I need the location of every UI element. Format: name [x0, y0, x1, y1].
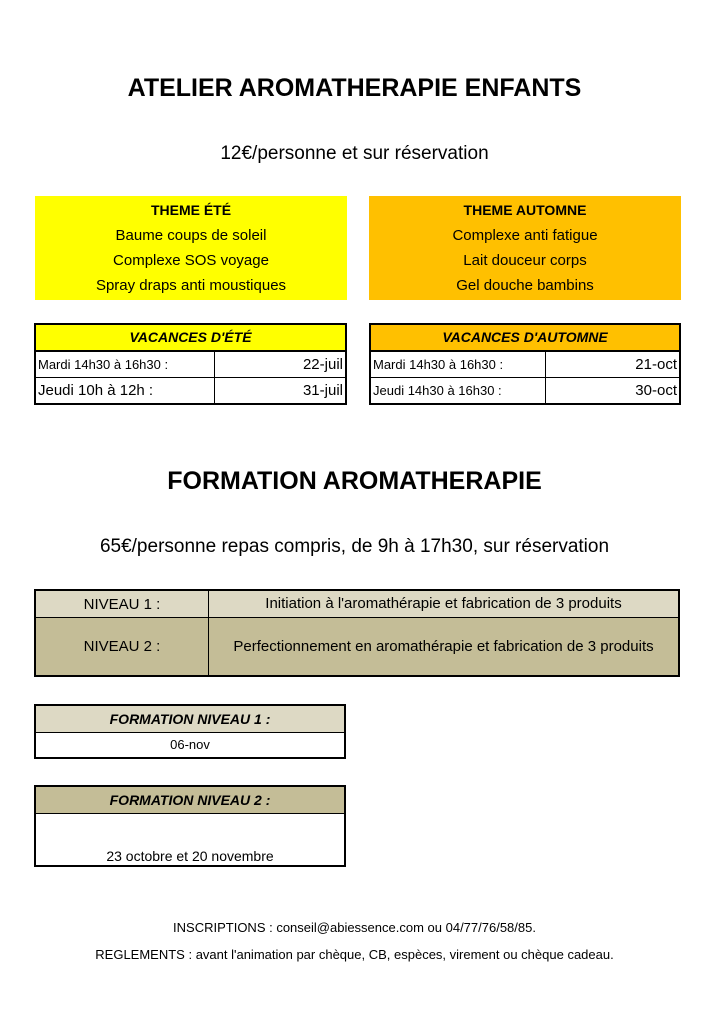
schedule-label: Jeudi 10h à 12h :	[36, 378, 215, 403]
theme-ete-heading: THEME ÉTÉ	[150, 202, 232, 218]
schedule-label: Mardi 14h30 à 16h30 :	[36, 352, 215, 377]
formation-niveau2-heading: FORMATION NIVEAU 2 :	[36, 787, 344, 814]
formation-niveau2-box	[34, 785, 346, 867]
vacances-automne-table	[369, 323, 681, 405]
table-row	[371, 352, 679, 378]
table-row	[371, 378, 679, 403]
footer-reglements: REGLEMENTS : avant l'animation par chèque, CB, espèces, virement ou chèque cadeau.	[95, 947, 614, 962]
formation-niveau1-heading: FORMATION NIVEAU 1 :	[36, 706, 344, 733]
theme-ete-item: Complexe SOS voyage	[113, 252, 269, 269]
table-row	[36, 591, 678, 618]
schedule-date: 22-juil	[302, 356, 343, 373]
schedule-label: Jeudi 14h30 à 16h30 :	[371, 378, 546, 403]
atelier-price: 12€/personne et sur réservation	[220, 143, 489, 164]
table-row	[36, 352, 345, 378]
schedule-label: Mardi 14h30 à 16h30 :	[371, 352, 546, 377]
formation-price: 65€/personne repas compris, de 9h à 17h30, sur réservation	[99, 536, 610, 557]
footer-inscriptions: INSCRIPTIONS : conseil@abiessence.com ou 04/77/76/58/85.	[173, 920, 536, 935]
theme-automne-item: Gel douche bambins	[456, 277, 594, 294]
table-row	[36, 618, 678, 675]
theme-automne-box	[369, 196, 681, 300]
formation-niveau1-box	[34, 704, 346, 759]
theme-automne-item: Lait douceur corps	[463, 252, 587, 269]
table-row	[36, 378, 345, 403]
theme-ete-item: Baume coups de soleil	[115, 227, 267, 244]
schedule-date: 21-oct	[635, 356, 677, 373]
vacances-ete-table	[34, 323, 347, 405]
niveaux-table	[34, 589, 680, 677]
formation-title: FORMATION AROMATHERAPIE	[167, 467, 542, 495]
vacances-automne-heading: VACANCES D'AUTOMNE	[371, 325, 679, 352]
theme-ete-box	[35, 196, 347, 300]
niveau-description: Initiation à l'aromathérapie et fabrication de 3 produits	[265, 595, 622, 612]
formation-niveau1-dates: 06-nov	[170, 737, 210, 752]
schedule-date: 30-oct	[635, 382, 677, 399]
niveau-label: NIVEAU 2 :	[36, 618, 209, 675]
niveau-label: NIVEAU 1 :	[36, 591, 209, 617]
atelier-title: ATELIER AROMATHERAPIE ENFANTS	[127, 74, 582, 102]
vacances-ete-heading: VACANCES D'ÉTÉ	[36, 325, 345, 352]
schedule-date: 31-juil	[302, 382, 343, 399]
formation-niveau2-dates: 23 octobre et 20 novembre	[106, 848, 274, 864]
theme-automne-item: Complexe anti fatigue	[452, 227, 598, 244]
theme-ete-item: Spray draps anti moustiques	[95, 277, 287, 294]
theme-automne-heading: THEME AUTOMNE	[463, 202, 587, 218]
niveau-description: Perfectionnement en aromathérapie et fabrication de 3 produits	[233, 637, 654, 655]
